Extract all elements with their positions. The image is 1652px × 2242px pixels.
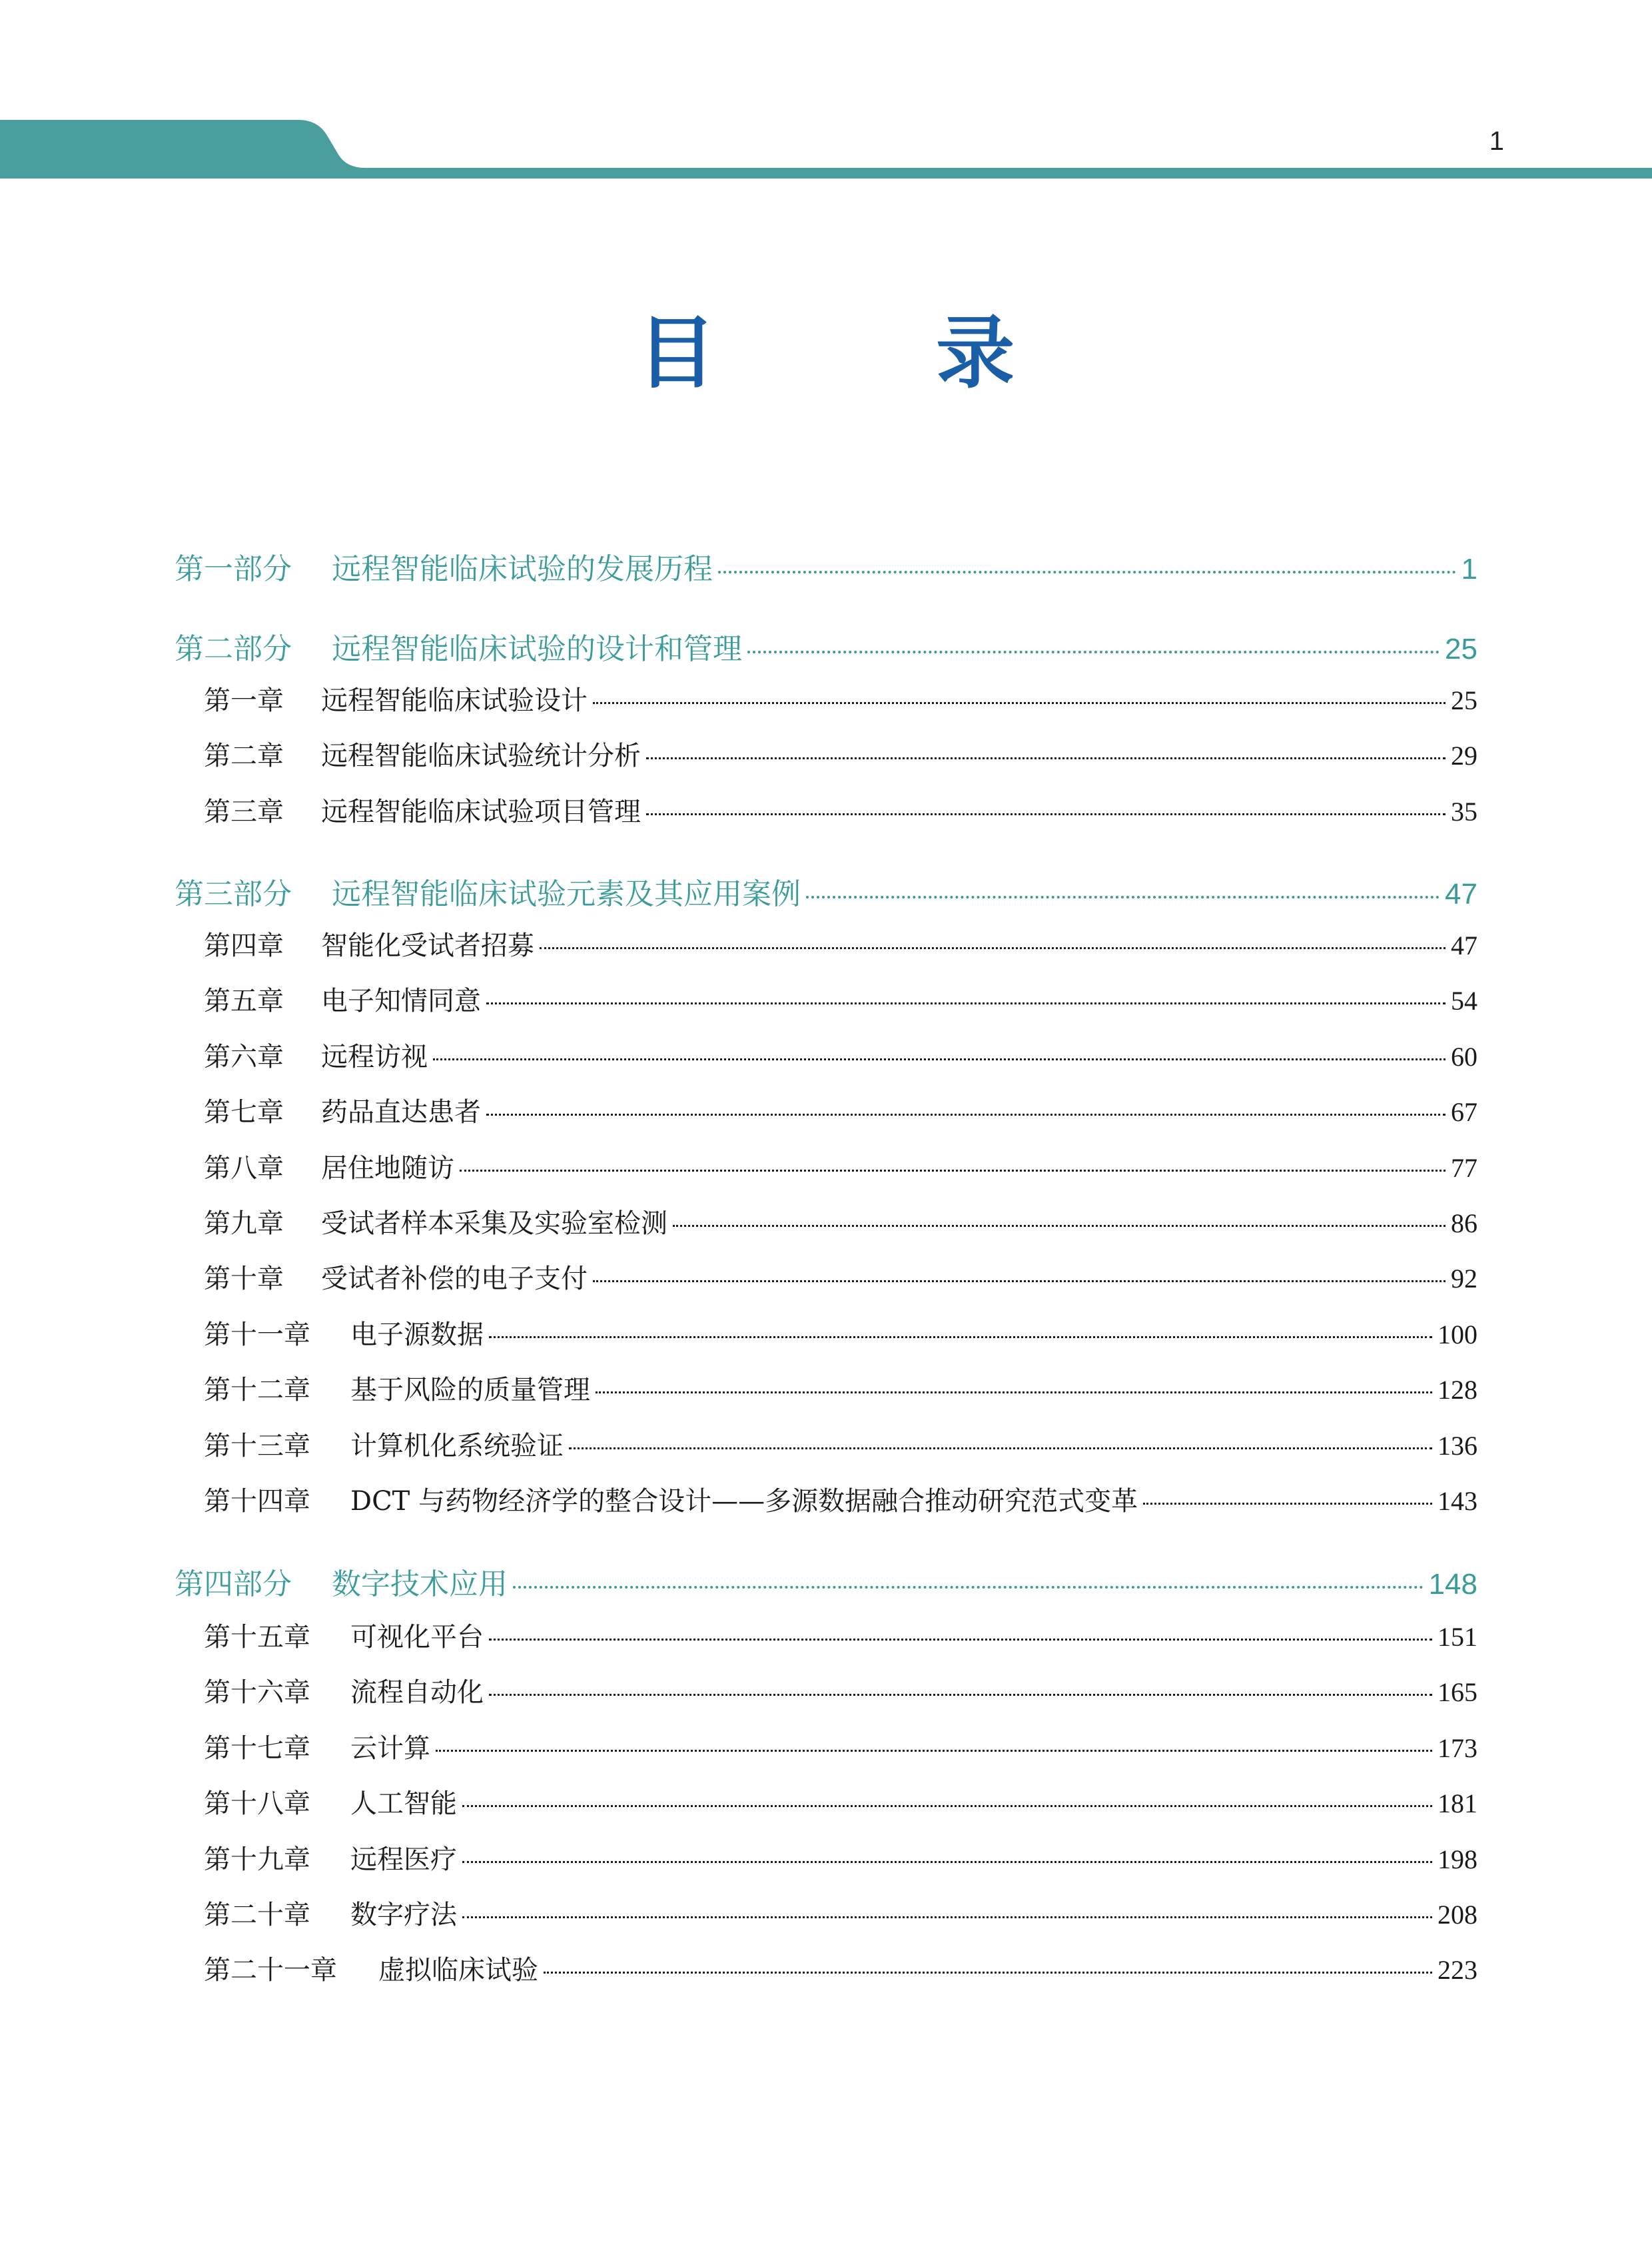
chapter-label: 第五章 — [204, 986, 284, 1016]
chapter-page-number: 151 — [1438, 1622, 1477, 1652]
chapter-label: 第十章 — [204, 1264, 284, 1294]
chapter-page-number: 77 — [1451, 1153, 1477, 1183]
dot-leader — [718, 571, 1456, 573]
toc-chapter-row[interactable] — [204, 1091, 1477, 1128]
toc-chapter-row[interactable] — [204, 1671, 1477, 1708]
toc-chapter-row[interactable] — [204, 1036, 1477, 1073]
chapter-title: 基于风险的质量管理 — [350, 1375, 590, 1405]
dot-leader — [1143, 1503, 1432, 1505]
page-number: 1 — [1489, 127, 1504, 156]
dot-leader — [569, 1447, 1432, 1449]
part-label: 第一部分 — [175, 552, 292, 586]
toc-part-row[interactable] — [175, 870, 1477, 910]
toc-chapter-row[interactable] — [204, 980, 1477, 1017]
dot-leader — [593, 1280, 1446, 1282]
toc-part-row[interactable] — [175, 1560, 1477, 1600]
chapter-page-number: 86 — [1451, 1208, 1477, 1238]
chapter-page-number: 35 — [1451, 797, 1477, 827]
chapter-page-number: 54 — [1451, 986, 1477, 1016]
toc-chapter-row[interactable] — [204, 1949, 1477, 1986]
chapter-page-number: 100 — [1438, 1319, 1477, 1349]
part-label: 第三部分 — [175, 877, 292, 911]
chapter-label: 第六章 — [204, 1042, 284, 1072]
chapter-title: 可视化平台 — [350, 1622, 484, 1653]
dot-leader — [436, 1750, 1432, 1752]
chapter-title: 远程医疗 — [350, 1844, 457, 1875]
dot-leader — [540, 947, 1446, 949]
chapter-page-number: 29 — [1451, 741, 1477, 771]
toc-part-row[interactable] — [175, 625, 1477, 665]
chapter-label: 第四章 — [204, 931, 284, 961]
chapter-title: 云计算 — [350, 1733, 430, 1764]
chapter-label: 第十一章 — [204, 1319, 310, 1350]
toc-chapter-row[interactable] — [204, 1894, 1477, 1931]
dot-leader — [462, 1861, 1432, 1863]
chapter-title: 远程智能临床试验项目管理 — [321, 797, 641, 827]
dot-leader — [596, 1391, 1432, 1393]
chapter-label: 第七章 — [204, 1097, 284, 1128]
chapter-page-number: 67 — [1451, 1097, 1477, 1127]
toc-chapter-row[interactable] — [204, 1838, 1477, 1876]
part-page-number: 47 — [1445, 878, 1477, 911]
chapter-label: 第十五章 — [204, 1622, 310, 1653]
toc-chapter-row[interactable] — [204, 925, 1477, 962]
toc-chapter-row[interactable] — [204, 1313, 1477, 1351]
chapter-label: 第十七章 — [204, 1733, 310, 1764]
dot-leader — [486, 1114, 1446, 1116]
toc-chapter-row[interactable] — [204, 735, 1477, 772]
toc-part-row[interactable] — [175, 545, 1477, 585]
chapter-title: 计算机化系统验证 — [350, 1431, 564, 1461]
chapter-label: 第十六章 — [204, 1677, 310, 1708]
toc-chapter-row[interactable] — [204, 679, 1477, 717]
toc-chapter-row[interactable] — [204, 1202, 1477, 1240]
chapter-title: 受试者补偿的电子支付 — [321, 1264, 588, 1294]
dot-leader — [489, 1694, 1432, 1696]
part-title: 数字技术应用 — [332, 1567, 508, 1601]
chapter-title: 电子知情同意 — [321, 986, 481, 1016]
part-title: 远程智能临床试验元素及其应用案例 — [332, 877, 801, 911]
dot-leader — [460, 1170, 1446, 1172]
chapter-label: 第一章 — [204, 685, 284, 716]
chapter-title: 流程自动化 — [350, 1677, 484, 1708]
dot-leader — [593, 702, 1446, 704]
toc-chapter-row[interactable] — [204, 1425, 1477, 1462]
chapter-page-number: 128 — [1438, 1375, 1477, 1405]
chapter-page-number: 223 — [1438, 1955, 1477, 1985]
chapter-title: 药品直达患者 — [321, 1097, 481, 1128]
dot-leader — [544, 1972, 1432, 1974]
toc-chapter-row[interactable] — [204, 1147, 1477, 1184]
dot-leader — [433, 1058, 1446, 1060]
toc-chapter-row[interactable] — [204, 1782, 1477, 1820]
toc-chapter-row[interactable] — [204, 1258, 1477, 1295]
chapter-label: 第二章 — [204, 741, 284, 771]
dot-leader — [462, 1805, 1432, 1807]
chapter-label: 第十四章 — [204, 1486, 310, 1517]
dot-leader — [673, 1225, 1446, 1227]
dot-leader — [489, 1639, 1432, 1641]
dot-leader — [462, 1916, 1432, 1918]
chapter-label: 第二十一章 — [204, 1955, 337, 1986]
dot-leader — [489, 1336, 1432, 1338]
dot-leader — [486, 1002, 1446, 1004]
chapter-title: 人工智能 — [350, 1788, 457, 1819]
chapter-page-number: 198 — [1438, 1844, 1477, 1874]
part-page-number: 25 — [1445, 633, 1477, 665]
dot-leader — [806, 896, 1440, 899]
dot-leader — [513, 1586, 1424, 1589]
dot-leader — [646, 813, 1446, 815]
chapter-title: 居住地随访 — [321, 1153, 454, 1184]
part-label: 第四部分 — [175, 1567, 292, 1601]
header-tab-shape — [0, 120, 1652, 179]
chapter-title: 虚拟临床试验 — [378, 1955, 538, 1986]
chapter-page-number: 47 — [1451, 931, 1477, 960]
header-bar — [0, 0, 1652, 180]
dot-leader — [646, 757, 1446, 759]
chapter-title: DCT 与药物经济学的整合设计——多源数据融合推动研究范式变革 — [350, 1486, 1138, 1517]
toc-title: 目 录 — [637, 306, 1086, 399]
part-title: 远程智能临床试验的发展历程 — [332, 552, 713, 586]
chapter-title: 远程智能临床试验设计 — [321, 685, 588, 716]
chapter-page-number: 173 — [1438, 1733, 1477, 1763]
chapter-label: 第三章 — [204, 797, 284, 827]
chapter-page-number: 136 — [1438, 1431, 1477, 1461]
toc-chapter-row[interactable] — [204, 1480, 1477, 1517]
chapter-page-number: 25 — [1451, 685, 1477, 715]
chapter-label: 第十三章 — [204, 1431, 310, 1461]
chapter-label: 第十九章 — [204, 1844, 310, 1875]
chapter-page-number: 165 — [1438, 1677, 1477, 1707]
chapter-label: 第十八章 — [204, 1788, 310, 1819]
chapter-label: 第十二章 — [204, 1375, 310, 1405]
toc-chapter-row[interactable] — [204, 1727, 1477, 1764]
chapter-title: 远程访视 — [321, 1042, 428, 1072]
chapter-label: 第八章 — [204, 1153, 284, 1184]
part-title: 远程智能临床试验的设计和管理 — [332, 632, 742, 666]
dot-leader — [747, 651, 1440, 653]
chapter-label: 第二十章 — [204, 1900, 310, 1930]
chapter-title: 电子源数据 — [350, 1319, 484, 1350]
chapter-title: 受试者样本采集及实验室检测 — [321, 1208, 667, 1239]
chapter-page-number: 92 — [1451, 1264, 1477, 1294]
toc-chapter-row[interactable] — [204, 791, 1477, 828]
toc-chapter-row[interactable] — [204, 1616, 1477, 1653]
part-page-number: 148 — [1428, 1568, 1477, 1601]
toc-chapter-row[interactable] — [204, 1369, 1477, 1406]
chapter-page-number: 181 — [1438, 1788, 1477, 1818]
chapter-title: 数字疗法 — [350, 1900, 457, 1930]
chapter-title: 远程智能临床试验统计分析 — [321, 741, 641, 771]
part-page-number: 1 — [1461, 553, 1477, 585]
chapter-page-number: 208 — [1438, 1900, 1477, 1930]
chapter-page-number: 60 — [1451, 1042, 1477, 1072]
part-label: 第二部分 — [175, 632, 292, 666]
chapter-title: 智能化受试者招募 — [321, 931, 534, 961]
chapter-label: 第九章 — [204, 1208, 284, 1239]
chapter-page-number: 143 — [1438, 1486, 1477, 1516]
